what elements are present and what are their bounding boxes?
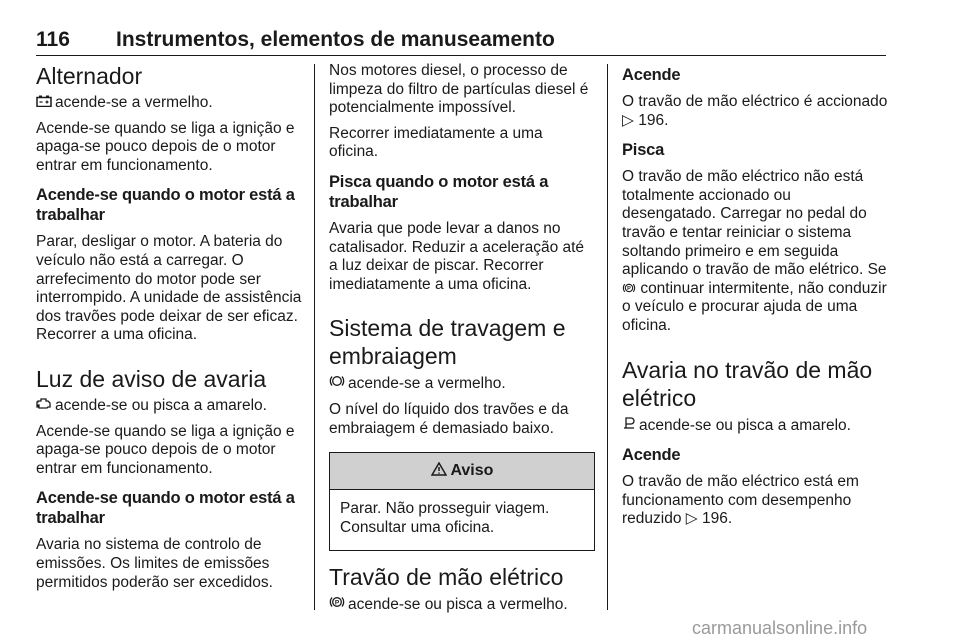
engine-icon: [36, 397, 52, 416]
section-title: Travão de mão elétrico: [329, 564, 564, 591]
indicator-line: [329, 595, 595, 615]
column-3: [622, 62, 888, 536]
paragraph-text: O travão de mão eléctrico não está totalmente accionado ou desengatado. Carregar no pedal do travão e tentar reiniciar o sistema soltando primeiro e em seguida aplicando o travão de mão elétrico. Se: [622, 168, 887, 279]
section-title: Sistema de travagem e embraiagem: [329, 315, 566, 370]
warning-label: Aviso: [450, 462, 494, 480]
page-ref-arrow-icon: ▷: [685, 510, 698, 528]
parking-brake-fault-icon: [622, 416, 636, 436]
warning-text: Parar. Não prosseguir viagem. Consultar uma oficina.: [340, 500, 550, 536]
paragraph: [622, 93, 888, 130]
paragraph-text: O travão de mão eléctrico está em funcionamento com desempenho reduzido: [622, 473, 859, 528]
column-2: [329, 62, 595, 622]
warning-body: [330, 490, 594, 550]
indicator-text: acende-se ou pisca a amarelo.: [639, 416, 851, 434]
page-reference[interactable]: 196.: [702, 510, 733, 528]
paragraph: Parar, desligar o motor. A bateria do veículo não está a carregar. O arrefecimento do motor pode ser interrompido. A unidade de assistência dos travões pode deixar de ser eficaz. Recorrer a uma oficina.: [36, 233, 302, 344]
indicator-text: acende-se a vermelho.: [348, 375, 506, 393]
subheading: Pisca: [622, 141, 665, 160]
paragraph: [622, 168, 888, 335]
paragraph: Avaria no sistema de controlo de emissões. Os limites de emissões permitidos poderão ser excedidos.: [36, 536, 273, 591]
page-reference[interactable]: 196.: [638, 111, 669, 129]
indicator-text: acende-se ou pisca a vermelho.: [348, 596, 568, 614]
page-header: [36, 26, 886, 56]
subheading: Acende: [622, 66, 681, 84]
paragraph-text: O travão de mão eléctrico é accionado: [622, 93, 888, 110]
column-1: [36, 62, 302, 599]
paragraph: Recorrer imediatamente a uma oficina.: [329, 124, 543, 161]
paragraph-text: continuar intermitente, não conduzir o veículo e procurar ajuda de uma oficina.: [622, 279, 887, 334]
paragraph: O nível do líquido dos travões e da embraiagem é demasiado baixo.: [329, 400, 569, 437]
battery-icon: [36, 94, 52, 113]
subheading: Acende-se quando o motor está a trabalhar: [36, 186, 295, 225]
brake-system-icon: [329, 374, 345, 394]
column-divider: [607, 64, 608, 610]
column-divider: [314, 64, 315, 610]
parking-brake-icon: [622, 280, 640, 297]
paragraph: Avaria que pode levar a danos no catalisador. Reduzir a aceleração até a luz deixar de piscar. Recorrer imediatamente a uma oficina.: [329, 219, 585, 293]
indicator-text: acende-se ou pisca a amarelo.: [55, 396, 267, 414]
warning-box: [329, 452, 595, 551]
paragraph: [622, 473, 888, 529]
indicator-line: [622, 416, 888, 436]
section-title: Alternador: [36, 63, 143, 89]
indicator-line: [36, 397, 302, 416]
indicator-text: acende-se a vermelho.: [55, 94, 213, 111]
subheading: Acende-se quando o motor está a trabalhar: [36, 489, 295, 528]
indicator-line: [329, 374, 595, 394]
section-title: Luz de aviso de avaria: [36, 365, 267, 392]
parking-brake-icon: [329, 595, 345, 615]
paragraph: Acende-se quando se liga a ignição e apaga-se pouco depois de o motor entrar em funcionamento.: [36, 422, 295, 477]
paragraph: Nos motores diesel, o processo de limpeza do filtro de partículas diesel é potencialmente impossível.: [329, 62, 589, 117]
subheading: Acende: [622, 446, 681, 465]
section-title: Avaria no travão de mão elétrico: [622, 356, 873, 411]
page-ref-arrow-icon: ▷: [622, 111, 634, 129]
watermark: carmanualsonline.info: [692, 618, 868, 638]
warning-triangle-icon: [431, 462, 451, 479]
indicator-line: [36, 94, 302, 113]
svg-text:P: P: [334, 599, 340, 607]
subheading: Pisca quando o motor está a trabalhar: [329, 172, 549, 211]
running-title: Instrumentos, elementos de manuseamento: [116, 28, 555, 51]
warning-header: [330, 453, 594, 490]
page-number: 116: [36, 28, 70, 51]
header-rule: [36, 55, 886, 56]
paragraph: Acende-se quando se liga a ignição e apaga-se pouco depois de o motor entrar em funcionamento.: [36, 119, 295, 174]
svg-text:P: P: [627, 285, 631, 292]
